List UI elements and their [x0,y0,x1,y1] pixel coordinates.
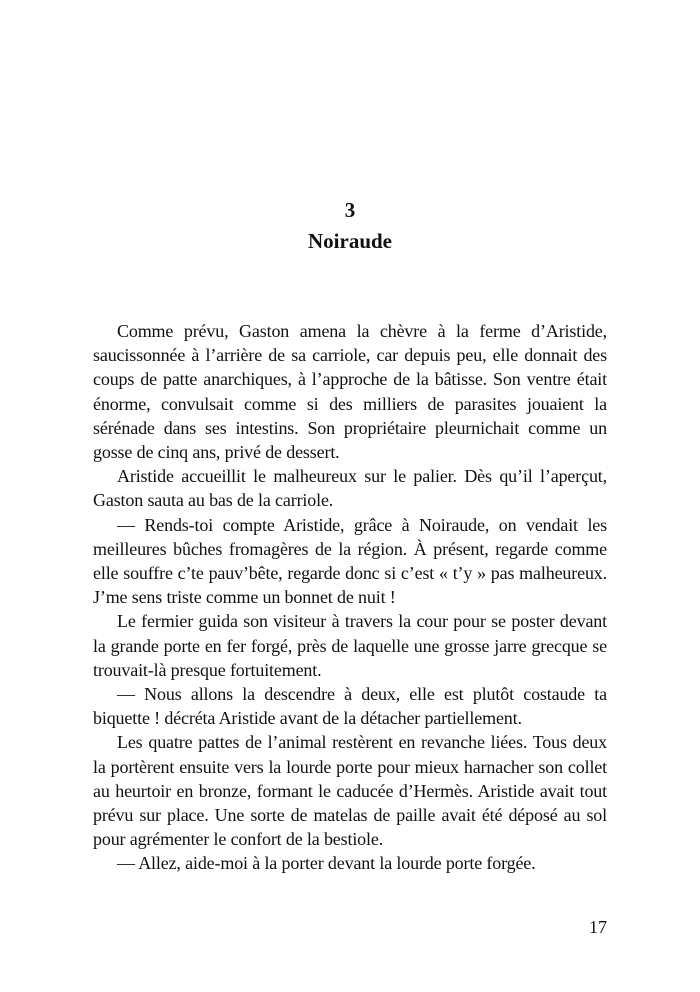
dialogue-paragraph: — Rends-toi compte Aristide, grâce à Noiraude, on vendait les meilleures bûches fromagères de la région. À présent, regarde comme elle souffre c’te pauv’bête, regarde donc si c’est « t’y » pas malheureux. J’me sens triste comme un bonnet de nuit ! [93,514,607,608]
page-number: 17 [589,917,607,937]
dialogue-paragraph: — Allez, aide-moi à la porter devant la lourde porte forgée. [117,853,536,874]
paragraph: Comme prévu, Gaston amena la chèvre à la ferme d’Aristide, saucissonnée à l’arrière de sa carriole, car depuis peu, elle donnait des coups de patte anarchiques, à l’approche de la bâtisse. Son ventre était énorme, convulsait comme si des milliers de parasites jouaient la sérénade dans ses intestins. Son propriétaire pleurnichait comme un gosse de cinq ans, privé de dessert. [93,321,607,463]
chapter-title: Noiraude [308,229,392,253]
paragraph: Aristide accueillit le malheureux sur le palier. Dès qu’il l’aperçut, Gaston sauta au bas de la carriole. [93,466,607,511]
paragraph: Les quatre pattes de l’animal restèrent en revanche liées. Tous deux la portèrent ensuite vers la lourde porte pour mieux harnacher son collet au heurtoir en bronze, formant le caducée d’Hermès. Aristide avait tout prévu sur place. Une sorte de matelas de paille avait été déposé au sol pour agrémenter le confort de la bestiole. [93,732,607,850]
chapter-body [93,319,607,876]
dialogue-paragraph: — Nous allons la descendre à deux, elle est plutôt costaude ta biquette ! décréta Aristide avant de la détacher partiellement. [93,684,607,729]
paragraph: Le fermier guida son visiteur à travers la cour pour se poster devant la grande porte en fer forgé, près de laquelle une grosse jarre grecque se trouvait-là presque fortuitement. [93,611,607,680]
chapter-number: 3 [344,198,356,222]
